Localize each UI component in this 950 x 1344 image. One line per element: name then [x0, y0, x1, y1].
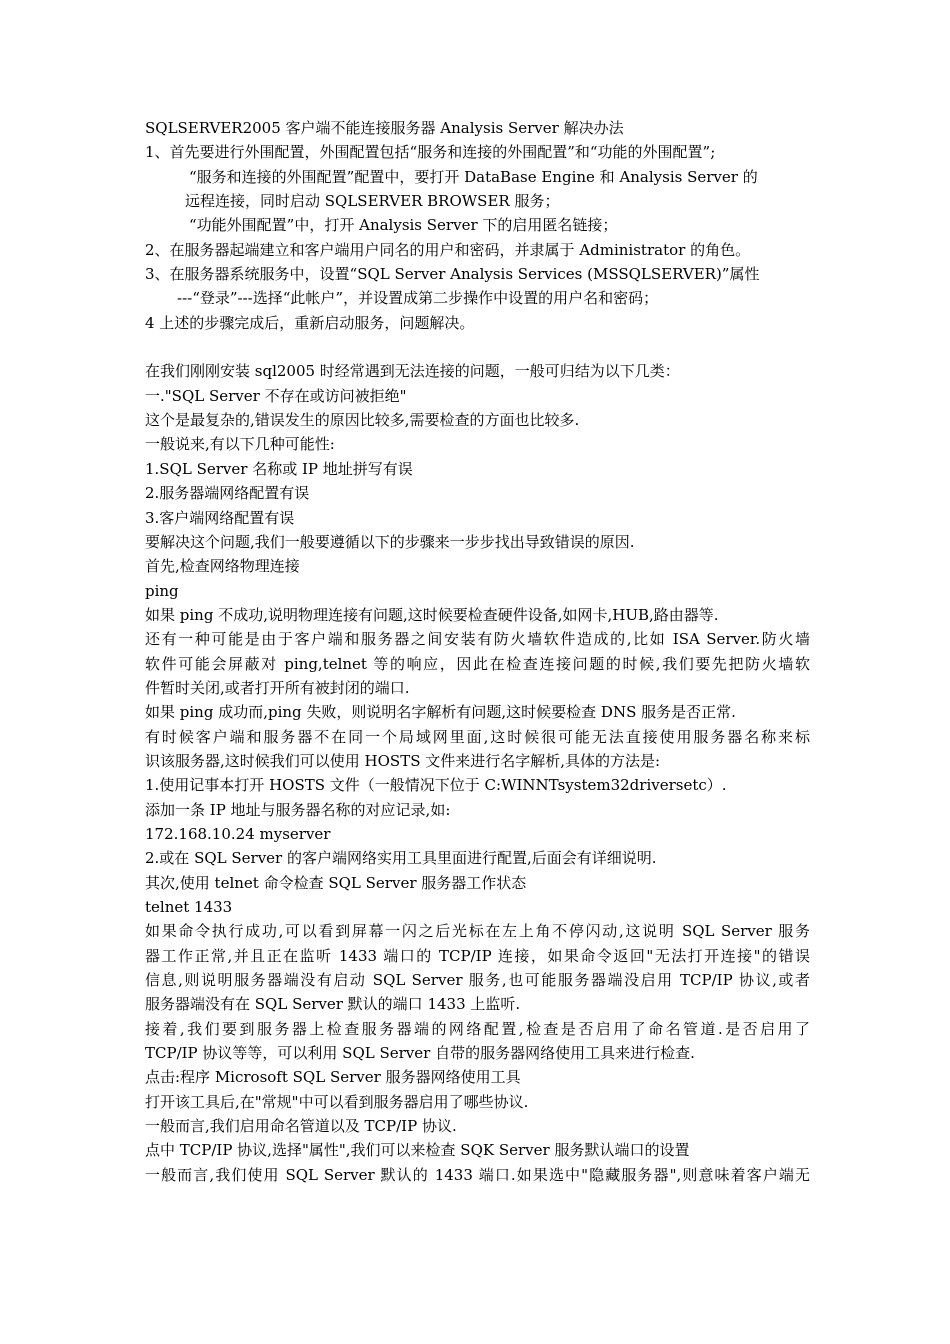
intro-step-3: 3、在服务器系统服务中，设置“SQL Server Analysis Services (MSSQLSERVER)”属性: [145, 265, 760, 284]
body-line: 1.SQL Server 名称或 IP 地址拼写有误: [145, 459, 413, 478]
body-line: 识该服务器,这时候我们可以使用 HOSTS 文件来进行名字解析,具体的方法是:: [145, 751, 661, 770]
intro-step-3-detail: ---“登录”---选择“此帐户”，并设置成第二步操作中设置的用户名和密码；: [177, 289, 659, 308]
body-line: 2.或在 SQL Server 的客户端网络实用工具里面进行配置,后面会有详细说明.: [145, 849, 657, 868]
body-line: 器工作正常,并且正在监听 1433 端口的 TCP/IP 连接，如果命令返回"无法打开连接"的错误: [145, 946, 810, 965]
command-line: ping: [145, 581, 179, 600]
body-line: 这个是最复杂的,错误发生的原因比较多,需要检查的方面也比较多.: [145, 411, 580, 430]
body-line: 接着,我们要到服务器上检查服务器端的网络配置,检查是否启用了命名管道.是否启用了: [145, 1019, 810, 1038]
body-line: 添加一条 IP 地址与服务器名称的对应记录,如:: [145, 800, 451, 819]
body-line: 3.客户端网络配置有误: [145, 508, 295, 527]
body-line: 件暂时关闭,或者打开所有被封闭的端口.: [145, 678, 410, 697]
body-line: 服务器端没有在 SQL Server 默认的端口 1433 上监听.: [145, 995, 521, 1014]
body-line: TCP/IP 协议等等，可以利用 SQL Server 自带的服务器网络使用工具来进行检查.: [145, 1044, 695, 1063]
intro-step-1-detail: “服务和连接的外围配置”配置中，要打开 DataBase Engine 和 Analysis Server 的: [189, 167, 758, 186]
body-line: 在我们刚刚安装 sql2005 时经常遇到无法连接的问题，一般可归结为以下几类：: [145, 362, 680, 381]
command-line: telnet 1433: [145, 898, 233, 916]
body-line: 如果 ping 不成功,说明物理连接有问题,这时候要检查硬件设备,如网卡,HUB,路由器等.: [145, 605, 719, 624]
document-body: [145, 116, 810, 1187]
body-line: 还有一种可能是由于客户端和服务器之间安装有防火墙软件造成的,比如 ISA Server.防火墙: [145, 630, 810, 649]
intro-step-4: 4 上述的步骤完成后，重新启动服务，问题解决。: [145, 313, 475, 332]
body-line: 2.服务器端网络配置有误: [145, 484, 310, 503]
paragraph-spacer: [145, 335, 810, 359]
body-line: 信息,则说明服务器端没有启动 SQL Server 服务,也可能服务器端没启用 TCP/IP 协议,或者: [145, 971, 810, 990]
body-line: 一般说来,有以下几种可能性:: [145, 435, 335, 454]
intro-step-2: 2、在服务器起端建立和客户端用户同名的用户和密码，并隶属于 Administrator 的角色。: [145, 240, 751, 259]
body-line: 一般而言,我们启用命名管道以及 TCP/IP 协议.: [145, 1117, 457, 1136]
body-line: 如果命令执行成功,可以看到屏幕一闪之后光标在左上角不停闪动,这说明 SQL Server 服务: [145, 922, 810, 941]
body-line: 软件可能会屏蔽对 ping,telnet 等的响应，因此在检查连接问题的时候,我们要先把防火墙软: [145, 654, 810, 673]
body-line: 点击:程序 Microsoft SQL Server 服务器网络使用工具: [145, 1068, 521, 1087]
document-title: SQLSERVER2005 客户端不能连接服务器 Analysis Server 解决办法: [145, 119, 624, 137]
body-line: 要解决这个问题,我们一般要遵循以下的步骤来一步步找出导致错误的原因.: [145, 532, 635, 551]
body-line: 有时候客户端和服务器不在同一个局域网里面,这时候很可能无法直接使用服务器名称来标: [145, 727, 810, 746]
body-line: 1.使用记事本打开 HOSTS 文件（一般情况下位于 C:WINNTsystem32driversetc）.: [145, 776, 727, 795]
body-line: 点中 TCP/IP 协议,选择"属性",我们可以来检查 SQK Server 服务默认端口的设置: [145, 1141, 690, 1160]
section-heading: 一."SQL Server 不存在或访问被拒绝": [145, 386, 407, 405]
intro-step-1-detail: “功能外围配置”中，打开 Analysis Server 下的启用匿名链接；: [189, 216, 618, 235]
body-line: 一般而言,我们使用 SQL Server 默认的 1433 端口.如果选中"隐藏服务器",则意味着客户端无: [145, 1165, 810, 1184]
body-line: 打开该工具后,在"常规"中可以看到服务器启用了哪些协议.: [145, 1092, 529, 1111]
body-line: 其次,使用 telnet 命令检查 SQL Server 服务器工作状态: [145, 873, 527, 892]
body-line: 首先,检查网络物理连接: [145, 557, 300, 576]
intro-step-1-detail: 远程连接，同时启动 SQLSERVER BROWSER 服务；: [185, 192, 560, 211]
body-line: 如果 ping 成功而,ping 失败，则说明名字解析有问题,这时候要检查 DNS 服务是否正常.: [145, 703, 736, 722]
intro-step-1: 1、首先要进行外围配置，外围配置包括“服务和连接的外围配置”和“功能的外围配置”;: [145, 143, 716, 162]
hosts-entry: 172.168.10.24 myserver: [145, 824, 331, 843]
